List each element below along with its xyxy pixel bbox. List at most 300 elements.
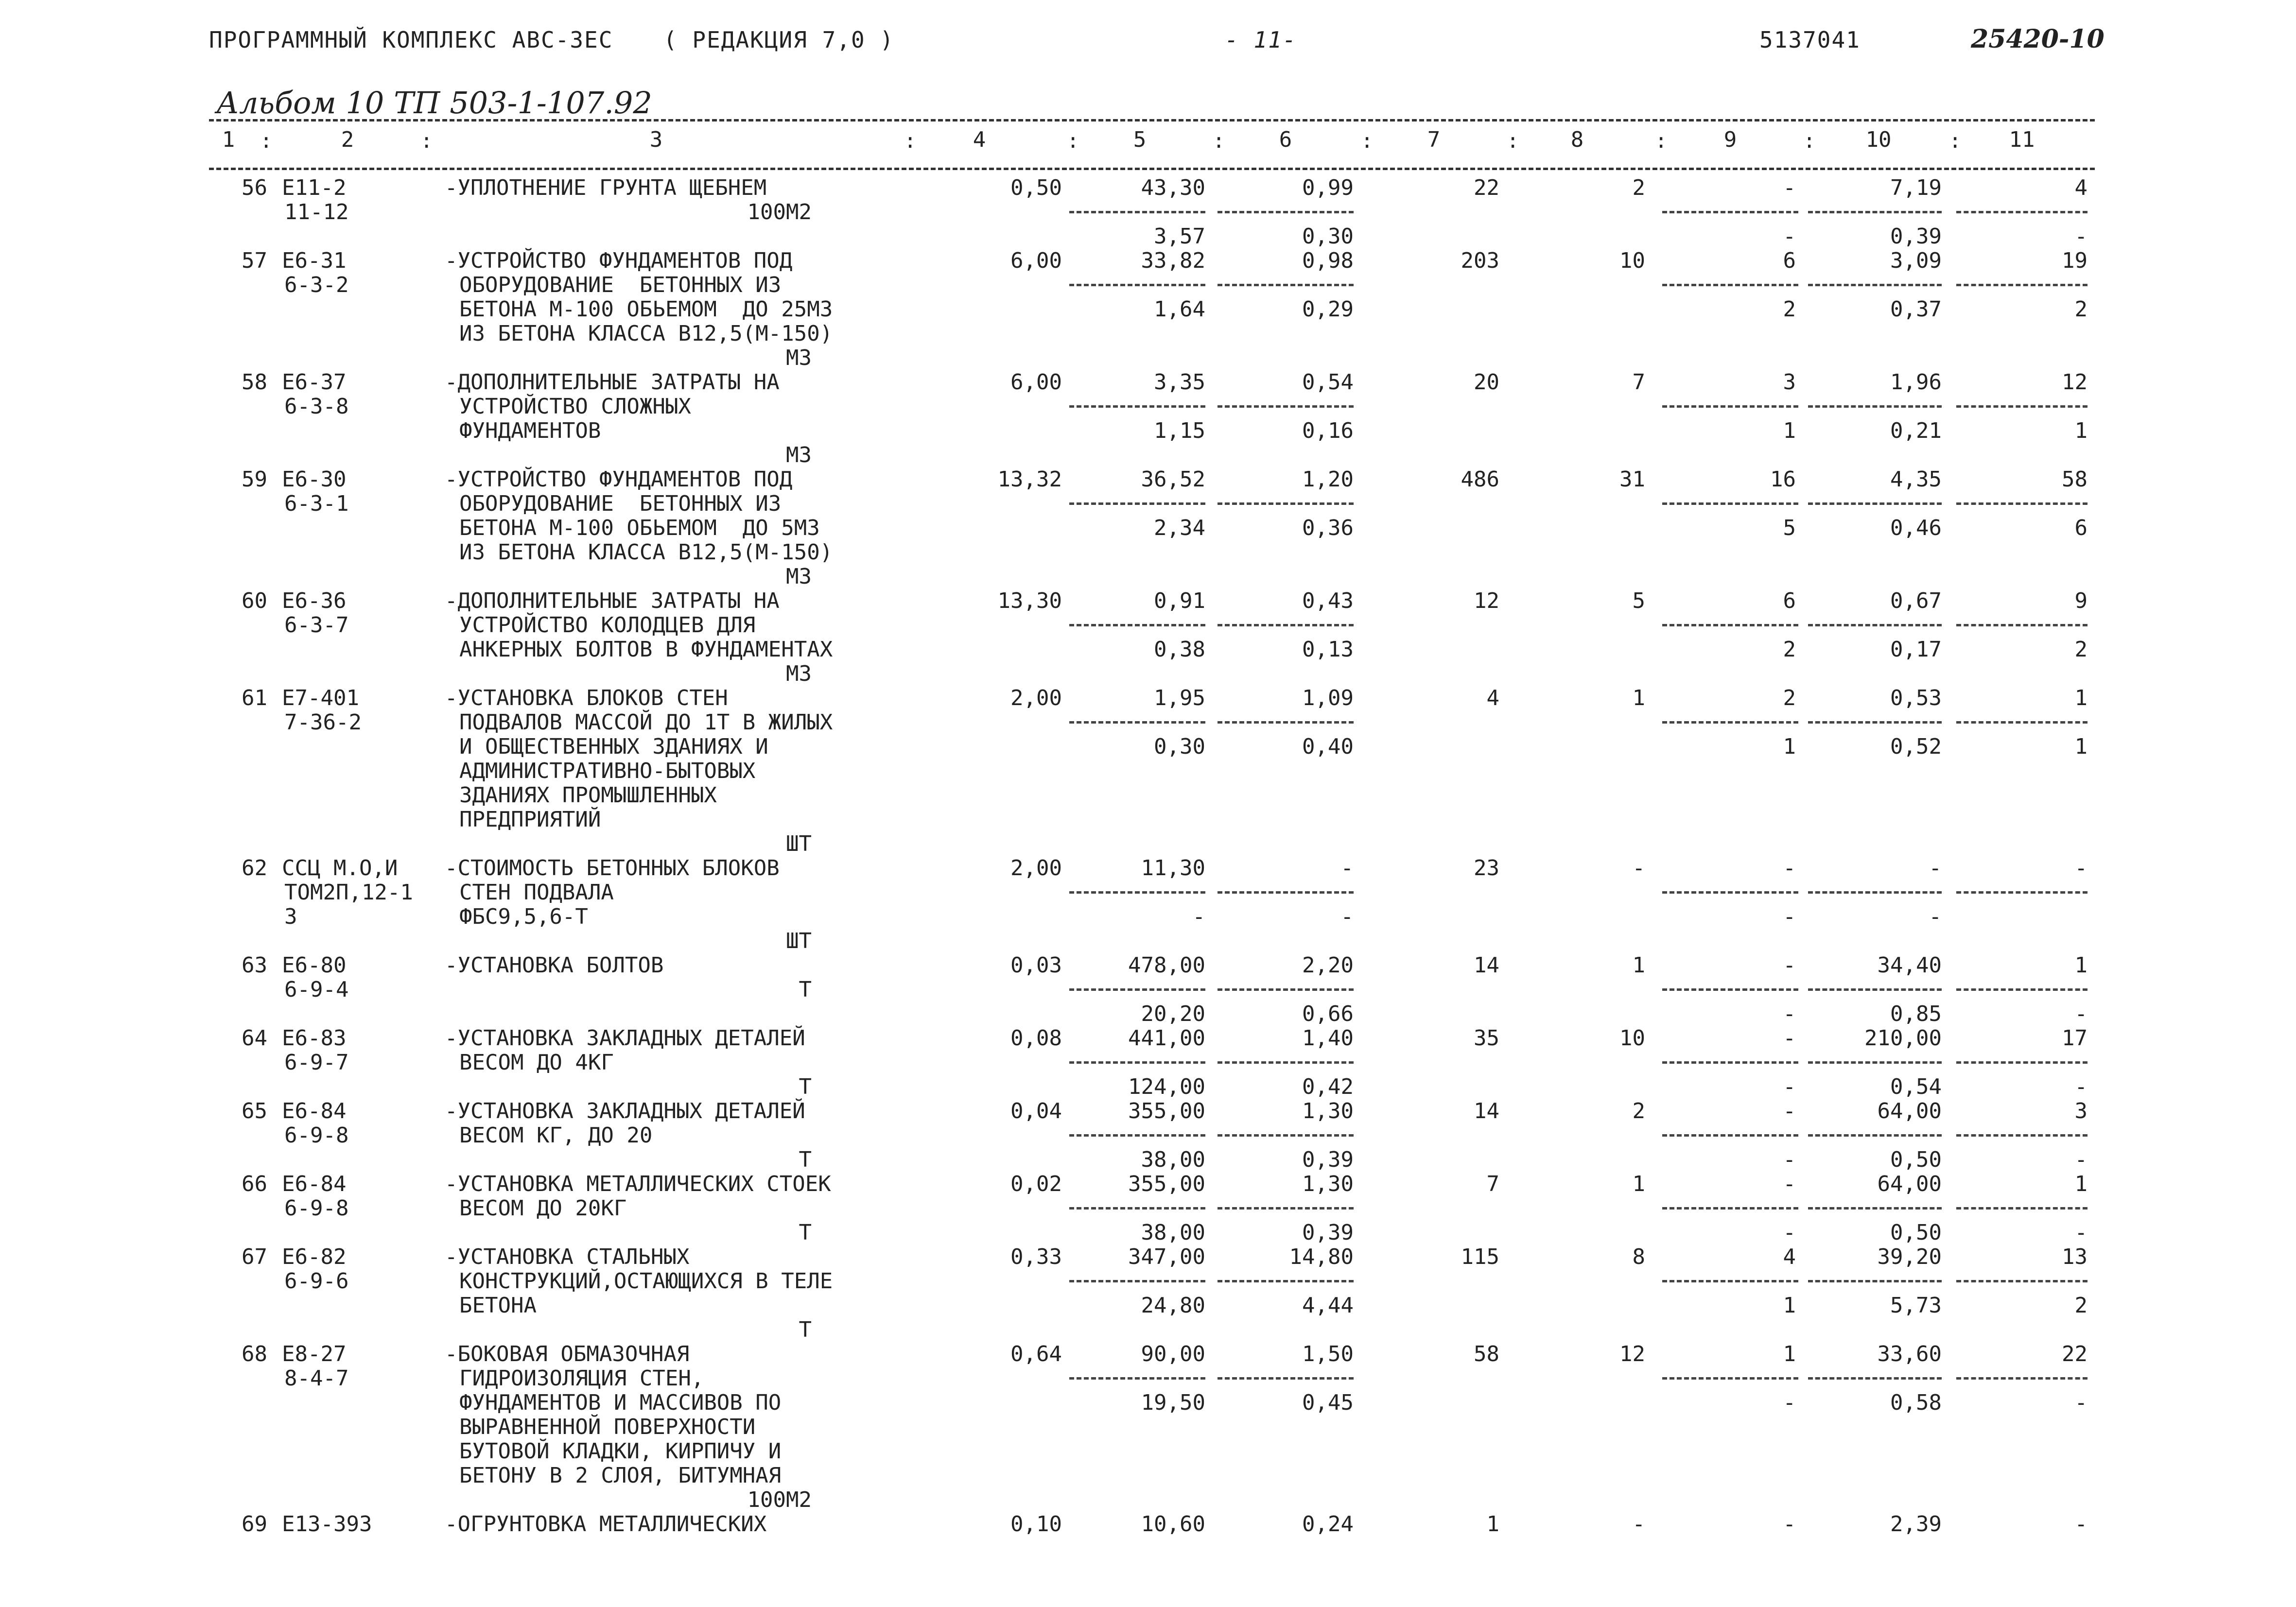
value-c10: 7,19 — [1890, 175, 1942, 200]
row-number: 69 — [242, 1512, 267, 1537]
row-description: ВЫРАВНЕННОЙ ПОВЕРХНОСТИ — [459, 1415, 756, 1439]
row-number: 65 — [242, 1099, 267, 1123]
value-c6: 1,30 — [1302, 1099, 1354, 1123]
value-c10: 0,53 — [1890, 686, 1942, 710]
cell-divider — [1956, 284, 2087, 286]
value-c7: 203 — [1461, 248, 1499, 273]
value-c10: 33,60 — [1877, 1342, 1942, 1366]
cell-divider — [1808, 891, 1942, 894]
value-c7: 115 — [1461, 1244, 1499, 1269]
value-c6-sub: 0,66 — [1302, 1002, 1354, 1026]
value-c11: 4 — [2074, 175, 2087, 200]
value-c4: 0,33 — [1010, 1244, 1062, 1269]
value-c6-sub: 4,44 — [1302, 1293, 1354, 1318]
cell-divider — [1956, 891, 2087, 894]
value-c11: 22 — [2062, 1342, 2087, 1366]
value-c10-sub: 0,50 — [1890, 1220, 1942, 1245]
value-c6: 2,20 — [1302, 953, 1354, 978]
cell-divider — [1956, 502, 2087, 505]
cell-divider — [1069, 721, 1205, 724]
value-c9-sub: 5 — [1783, 516, 1796, 540]
row-unit: М3 — [786, 564, 812, 589]
row-description: -УСТАНОВКА МЕТАЛЛИЧЕСКИХ СТОЕК — [445, 1172, 831, 1196]
row-code: 6-9-6 — [284, 1269, 349, 1294]
cell-divider — [1662, 1280, 1798, 1282]
value-c4: 0,50 — [1010, 175, 1062, 200]
value-c9-sub: - — [1783, 1390, 1796, 1415]
value-c4: 2,00 — [1010, 856, 1062, 881]
value-c5-sub: 0,38 — [1154, 637, 1205, 662]
row-number: 67 — [242, 1244, 267, 1269]
cell-divider — [1808, 502, 1942, 505]
row-description: -УСТАНОВКА БЛОКОВ СТЕН — [445, 686, 728, 710]
value-c9: 3 — [1783, 370, 1796, 395]
value-c8: 5 — [1632, 588, 1645, 613]
row-code: Е6-82 — [282, 1244, 347, 1269]
cell-divider — [1218, 211, 1354, 213]
row-code: Е6-80 — [282, 953, 347, 978]
row-code: Е11-2 — [282, 175, 347, 200]
value-c10-sub: 0,37 — [1890, 297, 1942, 322]
cell-divider — [1218, 1061, 1354, 1064]
column-header: 6 — [1279, 127, 1292, 152]
value-c10: 64,00 — [1877, 1172, 1942, 1196]
value-c9: - — [1783, 1026, 1796, 1051]
cell-divider — [1218, 1134, 1354, 1137]
value-c10: 3,09 — [1890, 248, 1942, 273]
value-c11: 1 — [2074, 953, 2087, 978]
value-c11-sub: - — [2074, 1147, 2087, 1172]
value-c8: - — [1632, 1512, 1645, 1537]
value-c6-sub: 0,36 — [1302, 516, 1354, 540]
value-c4: 0,03 — [1010, 953, 1062, 978]
row-unit: М3 — [786, 443, 812, 467]
value-c10-sub: 0,52 — [1890, 734, 1942, 759]
column-header: 4 — [973, 127, 986, 152]
cell-divider — [1808, 624, 1942, 626]
value-c6: 1,09 — [1302, 686, 1354, 710]
value-c11: 1 — [2074, 1172, 2087, 1196]
value-c10: 64,00 — [1877, 1099, 1942, 1123]
value-c5: 355,00 — [1128, 1099, 1205, 1123]
value-c9-sub: 2 — [1783, 637, 1796, 662]
cell-divider — [1956, 988, 2087, 991]
row-description: -ДОПОЛНИТЕЛЬНЫЕ ЗАТРАТЫ НА — [445, 588, 780, 613]
cell-divider — [1218, 1207, 1354, 1210]
value-c9-sub: 1 — [1783, 734, 1796, 759]
value-c9-sub: - — [1783, 1147, 1796, 1172]
value-c7: 23 — [1474, 856, 1499, 881]
cell-divider — [1069, 1377, 1205, 1380]
value-c5-sub: 1,15 — [1154, 418, 1205, 443]
row-code: 7-36-2 — [284, 710, 362, 735]
value-c4: 0,02 — [1010, 1172, 1062, 1196]
value-c8: 2 — [1632, 1099, 1645, 1123]
column-header: 5 — [1133, 127, 1147, 152]
value-c6-sub: 0,39 — [1302, 1220, 1354, 1245]
value-c11-sub: 2 — [2074, 297, 2087, 322]
cell-divider — [1662, 405, 1798, 408]
row-description: -СТОИМОСТЬ БЕТОННЫХ БЛОКОВ — [445, 856, 780, 881]
column-separator: : — [1949, 129, 1962, 153]
row-description: -УСТРОЙСТВО ФУНДАМЕНТОВ ПОД — [445, 248, 793, 273]
row-description: ФБС9,5,6-Т — [459, 904, 588, 929]
value-c7: 20 — [1474, 370, 1499, 395]
value-c11-sub: 1 — [2074, 418, 2087, 443]
row-description: ВЕСОМ ДО 20КГ — [459, 1196, 627, 1221]
value-c6-sub: 0,29 — [1302, 297, 1354, 322]
column-header: 11 — [2009, 127, 2035, 152]
value-c6: 0,98 — [1302, 248, 1354, 273]
column-separator: : — [904, 129, 917, 153]
value-c8: 1 — [1632, 1172, 1645, 1196]
value-c11: 1 — [2074, 686, 2087, 710]
column-header: 8 — [1570, 127, 1584, 152]
cell-divider — [1218, 405, 1354, 408]
row-number: 56 — [242, 175, 267, 200]
value-c10-sub: 0,50 — [1890, 1147, 1942, 1172]
value-c11: 12 — [2062, 370, 2087, 395]
cell-divider — [1808, 405, 1942, 408]
value-c5-sub: 2,34 — [1154, 516, 1205, 540]
cell-divider — [1808, 1207, 1942, 1210]
value-c10: 4,35 — [1890, 467, 1942, 492]
value-c4: 6,00 — [1010, 248, 1062, 273]
value-c6-sub: 0,39 — [1302, 1147, 1354, 1172]
row-code: ТОМ2П,12-1 — [284, 880, 413, 905]
value-c11-sub: 2 — [2074, 637, 2087, 662]
row-code: 6-3-7 — [284, 613, 349, 638]
value-c4: 13,32 — [997, 467, 1062, 492]
row-description: ЗДАНИЯХ ПРОМЫШЛЕННЫХ — [459, 783, 717, 808]
value-c5-sub: 3,57 — [1154, 224, 1205, 249]
value-c11-sub: - — [2074, 1002, 2087, 1026]
value-c9-sub: - — [1783, 904, 1796, 929]
row-description: УСТРОЙСТВО КОЛОДЦЕВ ДЛЯ — [459, 613, 756, 638]
row-description: ПРЕДПРИЯТИЙ — [459, 807, 601, 832]
value-c4: 2,00 — [1010, 686, 1062, 710]
value-c7: 58 — [1474, 1342, 1499, 1366]
cell-divider — [1956, 1134, 2087, 1137]
row-code: 11-12 — [284, 200, 349, 225]
document-number: 25420-10 — [1971, 24, 2105, 54]
row-code: 6-9-8 — [284, 1123, 349, 1148]
value-c11: - — [2074, 1512, 2087, 1537]
value-c10-sub: 0,54 — [1890, 1074, 1942, 1099]
column-separator: : — [260, 129, 273, 153]
value-c7: 35 — [1474, 1026, 1499, 1051]
value-c6-sub: 0,45 — [1302, 1390, 1354, 1415]
cell-divider — [1808, 211, 1942, 213]
row-number: 59 — [242, 467, 267, 492]
cell-divider — [1218, 1280, 1354, 1282]
column-header: 9 — [1723, 127, 1737, 152]
value-c10-sub: 5,73 — [1890, 1293, 1942, 1318]
cell-divider — [1218, 721, 1354, 724]
row-code: 6-3-2 — [284, 273, 349, 297]
value-c9-sub: 1 — [1783, 1293, 1796, 1318]
value-c6: 0,54 — [1302, 370, 1354, 395]
row-code: Е6-37 — [282, 370, 347, 395]
value-c4: 0,04 — [1010, 1099, 1062, 1123]
row-unit: Т — [799, 1317, 812, 1342]
value-c6: - — [1340, 856, 1354, 881]
row-description: -УСТАНОВКА ЗАКЛАДНЫХ ДЕТАЛЕЙ — [445, 1099, 805, 1123]
row-description: ФУНДАМЕНТОВ — [459, 418, 601, 443]
column-header: 7 — [1427, 127, 1441, 152]
value-c5: 1,95 — [1154, 686, 1205, 710]
value-c5: 11,30 — [1141, 856, 1205, 881]
row-description: -УСТАНОВКА СТАЛЬНЫХ — [445, 1244, 690, 1269]
cell-divider — [1069, 624, 1205, 626]
row-code: Е7-401 — [282, 686, 359, 710]
value-c6-sub: - — [1340, 904, 1354, 929]
cell-divider — [1069, 1207, 1205, 1210]
value-c9: 6 — [1783, 248, 1796, 273]
row-description: -УСТАНОВКА БОЛТОВ — [445, 953, 664, 978]
row-description: -УПЛОТНЕНИЕ ГРУНТА ЩЕБНЕМ — [445, 175, 767, 200]
value-c10-sub: - — [1929, 904, 1942, 929]
value-c11-sub: 6 — [2074, 516, 2087, 540]
value-c6: 1,40 — [1302, 1026, 1354, 1051]
row-code: Е6-36 — [282, 588, 347, 613]
row-description: СТЕН ПОДВАЛА — [459, 880, 614, 905]
value-c4: 0,10 — [1010, 1512, 1062, 1537]
page-number: - 11- — [1225, 27, 1297, 53]
cell-divider — [1956, 211, 2087, 213]
row-description: ИЗ БЕТОНА КЛАССА В12,5(М-150) — [459, 540, 833, 565]
row-description: И ОБЩЕСТВЕННЫХ ЗДАНИЯХ И — [459, 734, 768, 759]
cell-divider — [1218, 502, 1354, 505]
value-c5: 347,00 — [1128, 1244, 1205, 1269]
value-c5: 90,00 — [1141, 1342, 1205, 1366]
value-c11: 19 — [2062, 248, 2087, 273]
value-c10: 1,96 — [1890, 370, 1942, 395]
value-c9: 4 — [1783, 1244, 1796, 1269]
row-unit: ШТ — [786, 831, 812, 856]
cell-divider — [1662, 1377, 1798, 1380]
value-c7: 22 — [1474, 175, 1499, 200]
row-description: ВЕСОМ КГ, ДО 20 — [459, 1123, 653, 1148]
cell-divider — [1662, 988, 1798, 991]
value-c9: - — [1783, 1512, 1796, 1537]
row-number: 57 — [242, 248, 267, 273]
row-code: Е8-27 — [282, 1342, 347, 1366]
row-code: 8-4-7 — [284, 1366, 349, 1391]
program-title: ПРОГРАММНЫЙ КОМПЛЕКС АВС-ЗЕС — [209, 27, 613, 53]
value-c5: 478,00 — [1128, 953, 1205, 978]
value-c4: 0,08 — [1010, 1026, 1062, 1051]
row-number: 66 — [242, 1172, 267, 1196]
cell-divider — [1662, 1134, 1798, 1137]
value-c5: 36,52 — [1141, 467, 1205, 492]
value-c9: - — [1783, 1172, 1796, 1196]
value-c11: 3 — [2074, 1099, 2087, 1123]
value-c9: - — [1783, 1099, 1796, 1123]
value-c4: 0,64 — [1010, 1342, 1062, 1366]
cell-divider — [1956, 405, 2087, 408]
row-description: -ОГРУНТОВКА МЕТАЛЛИЧЕСКИХ — [445, 1512, 767, 1537]
value-c10: 39,20 — [1877, 1244, 1942, 1269]
cell-divider — [1662, 721, 1798, 724]
value-c9: 6 — [1783, 588, 1796, 613]
row-code: 6-3-1 — [284, 491, 349, 516]
cell-divider — [1069, 1134, 1205, 1137]
value-c5: 10,60 — [1141, 1512, 1205, 1537]
value-c9: 1 — [1783, 1342, 1796, 1366]
value-c11: 9 — [2074, 588, 2087, 613]
row-description: БЕТОНА — [459, 1293, 537, 1318]
row-code: 6-9-7 — [284, 1050, 349, 1075]
row-unit: Т — [799, 977, 812, 1002]
row-description: ИЗ БЕТОНА КЛАССА В12,5(М-150) — [459, 321, 833, 346]
value-c5-sub: 24,80 — [1141, 1293, 1205, 1318]
value-c10: 210,00 — [1864, 1026, 1942, 1051]
value-c11-sub: - — [2074, 1074, 2087, 1099]
cell-divider — [1218, 891, 1354, 894]
cell-divider — [1808, 1061, 1942, 1064]
row-unit: 100М2 — [747, 200, 812, 225]
cell-divider — [1662, 211, 1798, 213]
value-c11-sub: 2 — [2074, 1293, 2087, 1318]
value-c10-sub: 0,85 — [1890, 1002, 1942, 1026]
row-unit: М3 — [786, 346, 812, 370]
value-c11-sub: 1 — [2074, 734, 2087, 759]
cell-divider — [1218, 988, 1354, 991]
value-c5: 33,82 — [1141, 248, 1205, 273]
row-code: 3 — [284, 904, 297, 929]
value-c10: 34,40 — [1877, 953, 1942, 978]
cell-divider — [1218, 284, 1354, 286]
value-c7: 12 — [1474, 588, 1499, 613]
value-c8: 10 — [1619, 248, 1645, 273]
value-c9-sub: - — [1783, 1074, 1796, 1099]
value-c7: 14 — [1474, 953, 1499, 978]
value-c9-sub: - — [1783, 1002, 1796, 1026]
value-c10-sub: 0,21 — [1890, 418, 1942, 443]
value-c5: 355,00 — [1128, 1172, 1205, 1196]
row-description: ОБОРУДОВАНИЕ БЕТОННЫХ ИЗ — [459, 491, 782, 516]
value-c5-sub: 38,00 — [1141, 1147, 1205, 1172]
value-c8: 31 — [1619, 467, 1645, 492]
row-number: 62 — [242, 856, 267, 881]
value-c6: 1,20 — [1302, 467, 1354, 492]
value-c8: 8 — [1632, 1244, 1645, 1269]
row-code: ССЦ М.О,И — [282, 856, 398, 881]
row-code: Е6-84 — [282, 1172, 347, 1196]
value-c9-sub: - — [1783, 224, 1796, 249]
column-separator: : — [1067, 129, 1079, 153]
cell-divider — [1069, 988, 1205, 991]
value-c5: 43,30 — [1141, 175, 1205, 200]
value-c5-sub: 19,50 — [1141, 1390, 1205, 1415]
row-description: БЕТОНА М-100 ОБЬЕМОМ ДО 5М3 — [459, 516, 820, 540]
cell-divider — [1808, 1280, 1942, 1282]
value-c10: 2,39 — [1890, 1512, 1942, 1537]
cell-divider — [1662, 1061, 1798, 1064]
row-number: 58 — [242, 370, 267, 395]
value-c6-sub: 0,40 — [1302, 734, 1354, 759]
row-description: -УСТАНОВКА ЗАКЛАДНЫХ ДЕТАЛЕЙ — [445, 1026, 805, 1051]
value-c5: 3,35 — [1154, 370, 1205, 395]
column-separator: : — [1361, 129, 1374, 153]
cell-divider — [1956, 1207, 2087, 1210]
column-separator: : — [1803, 129, 1816, 153]
value-c7: 486 — [1461, 467, 1499, 492]
row-code: 6-3-8 — [284, 394, 349, 419]
row-code: 6-9-4 — [284, 977, 349, 1002]
value-c8: 10 — [1619, 1026, 1645, 1051]
value-c11-sub: - — [2074, 224, 2087, 249]
cell-divider — [1662, 624, 1798, 626]
value-c6: 0,43 — [1302, 588, 1354, 613]
cell-divider — [1956, 721, 2087, 724]
column-separator: : — [1655, 129, 1668, 153]
row-description: ГИДРОИЗОЛЯЦИЯ СТЕН, — [459, 1366, 704, 1391]
row-description: ФУНДАМЕНТОВ И МАССИВОВ ПО — [459, 1390, 782, 1415]
value-c9: 2 — [1783, 686, 1796, 710]
value-c9-sub: 2 — [1783, 297, 1796, 322]
value-c7: 14 — [1474, 1099, 1499, 1123]
value-c8: 7 — [1632, 370, 1645, 395]
row-unit: М3 — [786, 661, 812, 686]
value-c8: - — [1632, 856, 1645, 881]
cell-divider — [1662, 891, 1798, 894]
cell-divider — [1662, 1207, 1798, 1210]
cell-divider — [1218, 624, 1354, 626]
header-rule-bottom — [209, 168, 2095, 170]
row-description: ОБОРУДОВАНИЕ БЕТОННЫХ ИЗ — [459, 273, 782, 297]
value-c8: 1 — [1632, 953, 1645, 978]
value-c10-sub: 0,58 — [1890, 1390, 1942, 1415]
row-number: 64 — [242, 1026, 267, 1051]
column-separator: : — [1213, 129, 1225, 153]
value-c4: 6,00 — [1010, 370, 1062, 395]
row-unit: Т — [799, 1147, 812, 1172]
value-c10: 0,67 — [1890, 588, 1942, 613]
value-c5: 441,00 — [1128, 1026, 1205, 1051]
cell-divider — [1808, 284, 1942, 286]
value-c6-sub: 0,16 — [1302, 418, 1354, 443]
edition: ( РЕДАКЦИЯ 7,0 ) — [663, 27, 895, 53]
value-c9-sub: - — [1783, 1220, 1796, 1245]
row-unit: ШТ — [786, 929, 812, 953]
row-description: -БОКОВАЯ ОБМАЗОЧНАЯ — [445, 1342, 690, 1366]
value-c9: - — [1783, 175, 1796, 200]
row-description: ПОДВАЛОВ МАССОЙ ДО 1Т В ЖИЛЫХ — [459, 710, 833, 735]
value-c5-sub: 124,00 — [1128, 1074, 1205, 1099]
cell-divider — [1956, 624, 2087, 626]
value-c8: 1 — [1632, 686, 1645, 710]
value-c5-sub: 38,00 — [1141, 1220, 1205, 1245]
value-c6: 0,24 — [1302, 1512, 1354, 1537]
value-c10: - — [1929, 856, 1942, 881]
row-code: Е6-84 — [282, 1099, 347, 1123]
cell-divider — [1069, 1061, 1205, 1064]
value-c11: 13 — [2062, 1244, 2087, 1269]
value-c5-sub: 1,64 — [1154, 297, 1205, 322]
column-header: 1 — [222, 127, 235, 152]
row-description: УСТРОЙСТВО СЛОЖНЫХ — [459, 394, 691, 419]
header-rule-top — [209, 119, 2095, 121]
cell-divider — [1218, 1377, 1354, 1380]
row-description: АДМИНИСТРАТИВНО-БЫТОВЫХ — [459, 759, 756, 783]
row-description: КОНСТРУКЦИЙ,ОСТАЮЩИХСЯ В ТЕЛЕ — [459, 1269, 833, 1294]
cell-divider — [1808, 1134, 1942, 1137]
value-c11-sub: - — [2074, 1390, 2087, 1415]
value-c6: 1,30 — [1302, 1172, 1354, 1196]
value-c10-sub: 0,39 — [1890, 224, 1942, 249]
